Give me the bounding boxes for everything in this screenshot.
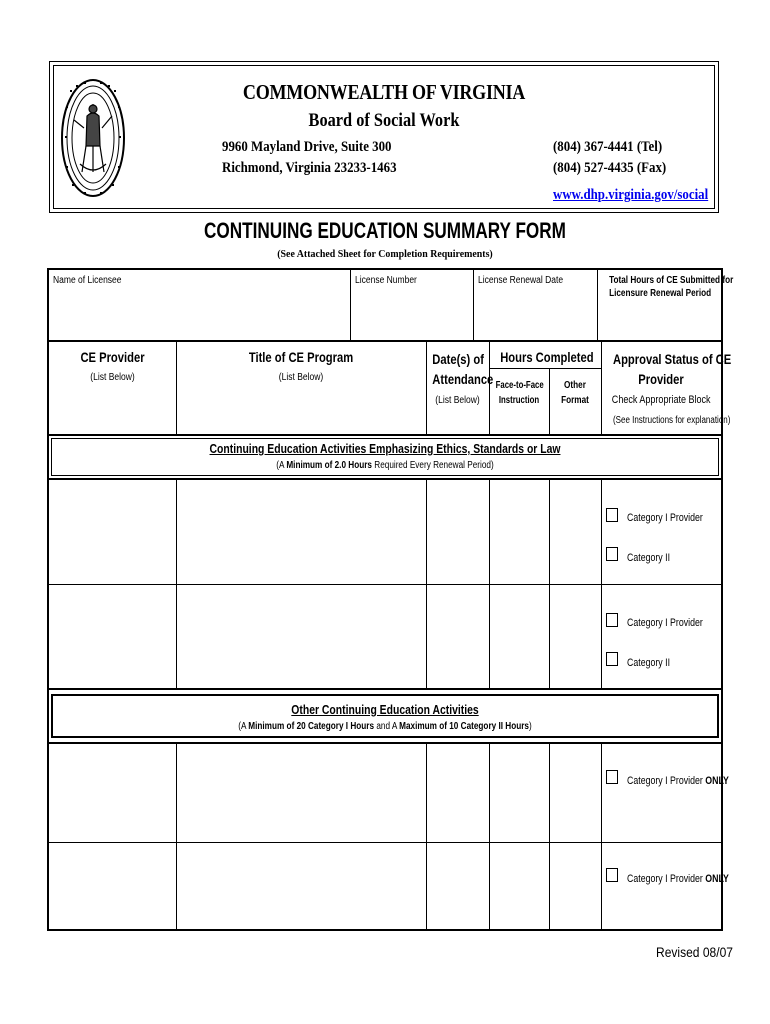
name-of-licensee-field[interactable] xyxy=(50,288,348,338)
category-i-checkbox[interactable] xyxy=(606,613,618,627)
col-approval-sub2: (See Instructions for explanation) xyxy=(613,415,731,426)
col-program-title: Title of CE Program xyxy=(248,349,354,365)
col-dates: Date(s) of Attendance xyxy=(432,351,494,387)
revision-note: Revised 08/07 xyxy=(656,944,733,960)
category-i-label: Category I Provider xyxy=(627,617,703,629)
table-row[interactable] xyxy=(49,843,601,931)
col-approval-status: Approval Status of CE Provider xyxy=(613,351,732,387)
col-hours-completed: Hours Completed xyxy=(500,349,594,365)
other-section-title: Other Continuing Education Activities xyxy=(291,702,479,717)
category-ii-checkbox[interactable] xyxy=(606,547,618,561)
col-ce-provider: CE Provider xyxy=(80,349,145,365)
license-number-field[interactable] xyxy=(352,288,471,338)
category-i-only-label: Category I Provider ONLY xyxy=(627,775,729,787)
form-subtitle: (See Attached Sheet for Completion Requirements) xyxy=(277,248,493,260)
total-hours-field[interactable] xyxy=(599,310,721,338)
form-title: CONTINUING EDUCATION SUMMARY FORM xyxy=(204,218,566,243)
col-approval-sub1: Check Appropriate Block xyxy=(611,394,711,406)
table-row[interactable] xyxy=(49,744,601,842)
board-name: Board of Social Work xyxy=(308,110,460,131)
ethics-section-note: (A Minimum of 2.0 Hours Required Every Renewal Period) xyxy=(276,460,494,471)
table-row[interactable] xyxy=(49,480,601,584)
category-ii-label: Category II xyxy=(627,552,671,564)
col-face-to-face: Face-to-Face Instruction xyxy=(495,380,544,406)
col-dates-sub: (List Below) xyxy=(435,395,480,406)
col-ce-provider-sub: (List Below) xyxy=(90,372,135,383)
col-program-title-sub: (List Below) xyxy=(278,372,324,383)
category-ii-label: Category II xyxy=(627,657,671,669)
category-i-label: Category I Provider xyxy=(627,512,703,524)
letterhead xyxy=(49,61,719,213)
ethics-section-header xyxy=(51,438,719,476)
other-section-note: (A Minimum of 20 Category I Hours and A Maximum of 10 Category II Hours) xyxy=(238,721,532,732)
other-section-header xyxy=(51,694,719,738)
fax-number: (804) 527-4435 (Fax) xyxy=(553,160,667,176)
renewal-date-field[interactable] xyxy=(475,288,595,338)
address-line1: 9960 Mayland Drive, Suite 300 xyxy=(222,139,392,155)
table-row[interactable] xyxy=(49,585,601,688)
ethics-section-title: Continuing Education Activities Emphasizing Ethics, Standards or Law xyxy=(209,441,561,456)
category-ii-checkbox[interactable] xyxy=(606,652,618,666)
org-name: COMMONWEALTH OF VIRGINIA xyxy=(242,80,526,104)
name-of-licensee-label: Name of Licensee xyxy=(53,275,122,286)
renewal-date-label: License Renewal Date xyxy=(478,275,564,286)
category-i-only-checkbox[interactable] xyxy=(606,770,618,784)
total-hours-label: Total Hours of CE Submitted for Licensure Renewal Period xyxy=(609,275,734,299)
address-line2: Richmond, Virginia 23233-1463 xyxy=(222,160,397,176)
category-i-only-label: Category I Provider ONLY xyxy=(627,873,729,885)
website-link[interactable]: www.dhp.virginia.gov/social xyxy=(553,187,709,203)
license-number-label: License Number xyxy=(355,275,417,286)
phone-number: (804) 367-4441 (Tel) xyxy=(553,139,663,155)
letterhead-inner-border xyxy=(53,65,715,209)
category-i-checkbox[interactable] xyxy=(606,508,618,522)
category-i-only-checkbox[interactable] xyxy=(606,868,618,882)
ce-summary-table xyxy=(47,268,734,931)
col-other-format: Other Format xyxy=(561,380,589,406)
